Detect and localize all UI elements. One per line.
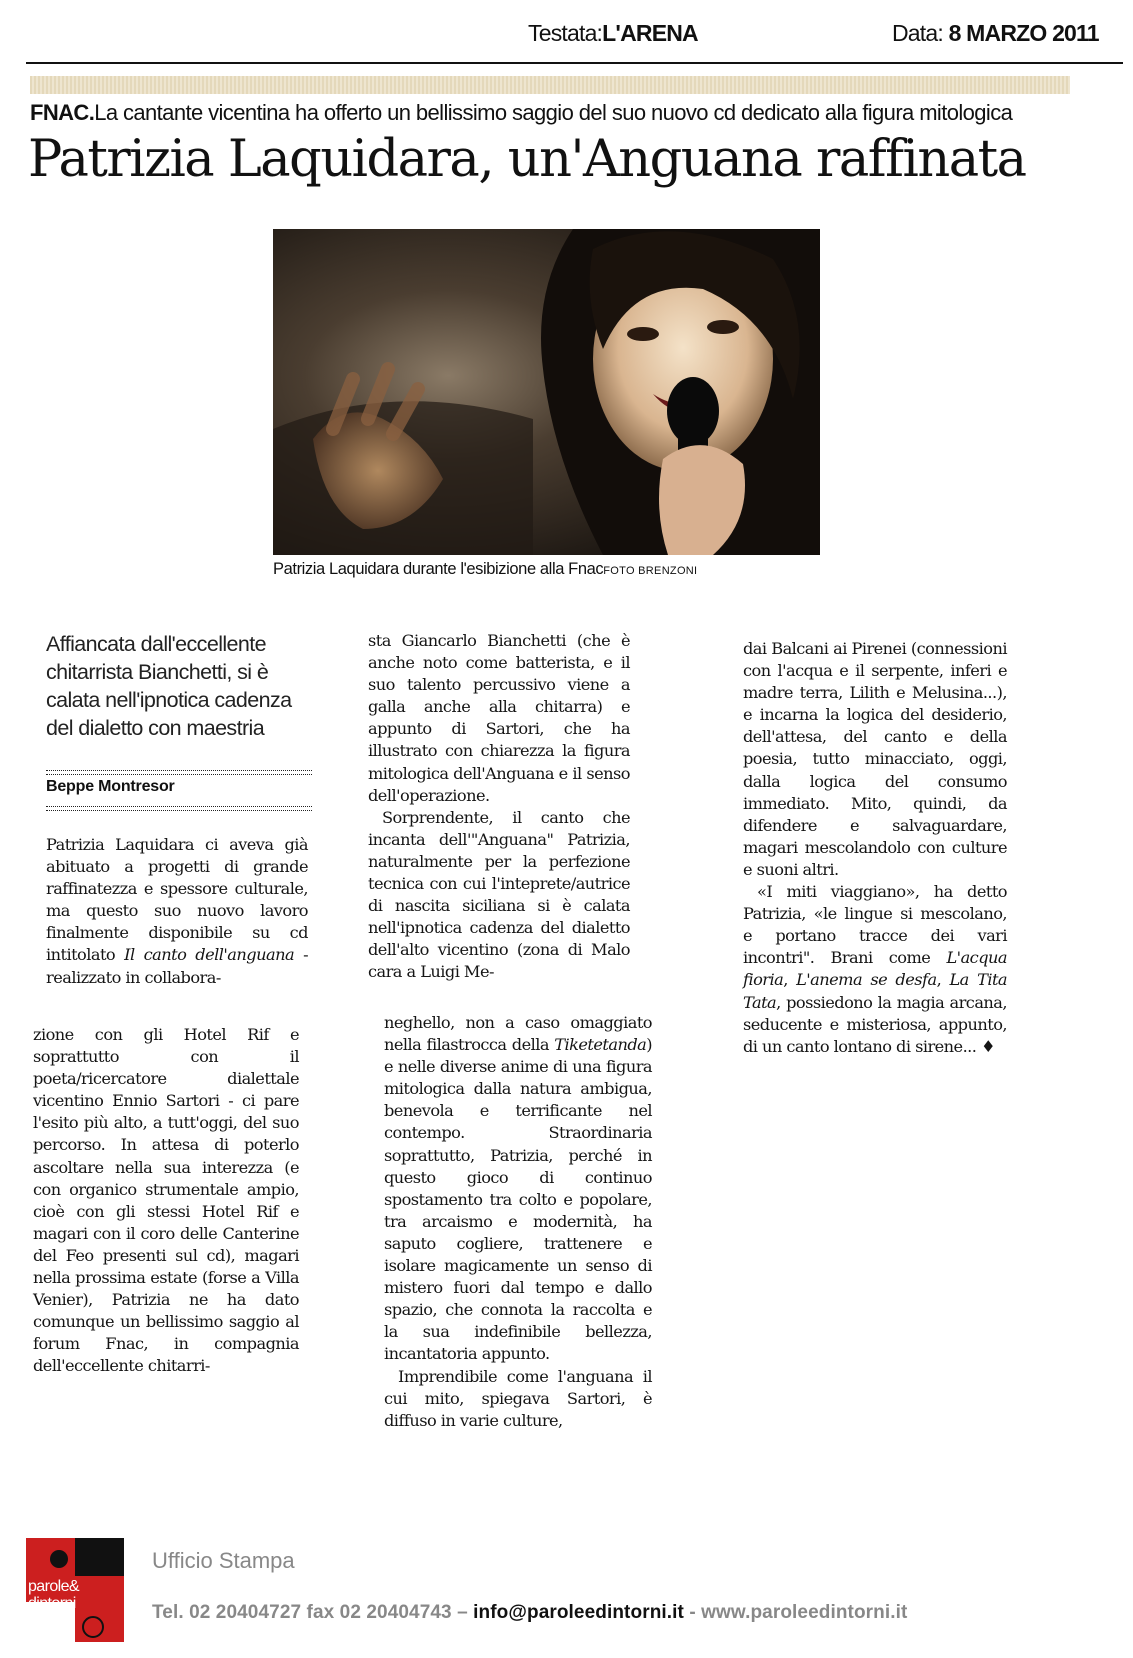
byline: Beppe Montresor (46, 778, 175, 795)
kicker (30, 100, 1080, 126)
col2a-paragraph-2: Sorprendente, il canto che incanta dell'"Anguana" Patrizia, naturalmente per la perfezione tecnica con cui l'inteprete/autrice di nascita siciliana si è calata nell'ipnotica cadenza del dialetto dell'alto vicentino (zona di Malo cara a Luigi Me- (368, 807, 630, 982)
col2b-text-end: ) e nelle diverse anime di una figura mitologica dalla natura ambigua, benevola e terrificante nel contempo. Straordinaria soprattutto, Patrizia, perché in questo gioco di continuo spostamento tra colto e popolare, tra arcaismo e modernità, ha saputo cogliere, trattenere e isolare magicamente un senso di mistero fuori dal tempo e dallo spazio, che connota la raccolta e la sua indefinibile bellezza, incantatoria appunto. (384, 1035, 652, 1364)
kicker-tag: FNAC. (30, 100, 95, 125)
email-link[interactable]: info@paroleedintorni.it (473, 1602, 684, 1623)
col1b-text: zione con gli Hotel Rif e soprattutto con il poeta/ricercatore dialettale vicentino Ennio Sartori - ci pare l'esito più alto, a tutt'oggi, del suo percorso. In attesa di poterlo ascoltare nella sua interezza (e con organico strumentale ampio, cioè con gli stessi Hotel Rif e magari con il coro delle Canterine del Feo presenti sul cd), magari nella prossima estate (forse a Villa Venier), Patrizia ne ha dato comunque un bellissimo saggio al forum Fnac, in compagnia dell'eccellente chitarri- (33, 1025, 299, 1376)
separator: , (783, 970, 797, 990)
col3-paragraph-1: dai Balcani ai Pirenei (connessioni con l'acqua e il serpente, inferi e madre terra, Lilith e Melusina...), e incarna la logica del desiderio, dell'attesa, del canto e della poesia, tutto minacciato, oggi, dalla logica del consumo immediato. Mito, quindi, da difendere e salvaguardare, magari mescolandolo con culture e suoni altri. (743, 639, 1007, 879)
testata-value: L'ARENA (602, 20, 698, 46)
separator: , (936, 970, 950, 990)
album-title: Il canto dell'anguana (124, 945, 295, 965)
section-band (30, 76, 1070, 94)
song-title-tiketetanda: Tiketetanda (554, 1035, 647, 1055)
byline-rule-bottom (46, 806, 312, 811)
col2b-paragraph-2: Imprendibile come l'anguana il cui mito, spiegava Sartori, è diffuso in varie culture, (384, 1366, 652, 1430)
deck: Affiancata dall'eccellente chitarrista Bianchetti, si è calata nell'ipnotica cadenza del dialetto con maestria (46, 632, 292, 740)
song-title-1: L'acqua fioria (743, 948, 1007, 990)
byline-rule-top (46, 770, 312, 775)
song-title-2: L'anema se desfa (796, 970, 937, 990)
col1a-text-end: - realizzato in collabora- (46, 945, 308, 987)
newspaper-name (528, 20, 698, 47)
col2b-text: neghello, non a caso omaggiato nella filastrocca della (384, 1013, 652, 1055)
date-label: Data: (892, 20, 943, 46)
caption-text: Patrizia Laquidara durante l'esibizione alla Fnac (273, 560, 604, 578)
phone-fax: Tel. 02 20404727 fax 02 20404743 – (152, 1602, 474, 1623)
logo-dot-red (82, 1616, 104, 1638)
photo-caption (273, 560, 697, 579)
testata-label: Testata: (528, 20, 603, 46)
parole-dintorni-logo (26, 1538, 124, 1642)
logo-dot-black (50, 1550, 68, 1568)
song-title-3: La Tita Tata (743, 970, 1007, 1012)
logo-text-2: dintorni (28, 1595, 76, 1612)
office-label: Ufficio Stampa (152, 1548, 295, 1573)
col3-ending: , possiedono la magia arcana, seducente e misteriosa, appunto, di un canto lontano di sirene... ♦ (743, 992, 1007, 1056)
column-3 (743, 638, 1007, 1058)
website-link[interactable]: - www.paroleedintorni.it (683, 1602, 908, 1623)
column-2-bottom (384, 1012, 652, 1432)
col2a-paragraph-1: sta Giancarlo Bianchetti (che è anche noto come batterista, e il suo talento percussivo viene a galla anche alla chitarra) e appunto di Sartori, che ha illustrato con chiarezza la figura mitologica dell'Anguana e il senso dell'operazione. (368, 631, 630, 805)
column-1-top (46, 834, 308, 989)
singer-photo-illustration (273, 229, 820, 555)
col1a-text: Patrizia Laquidara ci aveva già abituato a progetti di grande raffinatezza e spessore culturale, ma questo suo nuovo lavoro finalmente disponibile su cd intitolato (46, 835, 308, 965)
headline: Patrizia Laquidara, un'Anguana raffinata (28, 130, 1026, 189)
photo-credit: FOTO BRENZONI (603, 565, 698, 577)
kicker-text: La cantante vicentina ha offerto un bellissimo saggio del suo nuovo cd dedicato alla figura mitologica (94, 100, 1013, 125)
singer-photo (273, 229, 820, 555)
column-2-top (368, 630, 630, 984)
date-value: 8 MARZO 2011 (948, 20, 1099, 46)
header-rule (26, 62, 1123, 64)
logo-text-1: parole& (28, 1578, 79, 1595)
col3-quote: «I miti viaggiano», ha detto Patrizia, «le lingue si mescolano, e portano tracce dei vari incontri". Brani come (743, 882, 1007, 968)
contacts-line (152, 1602, 907, 1624)
issue-date (892, 20, 1099, 47)
column-1-bottom (33, 1024, 299, 1378)
